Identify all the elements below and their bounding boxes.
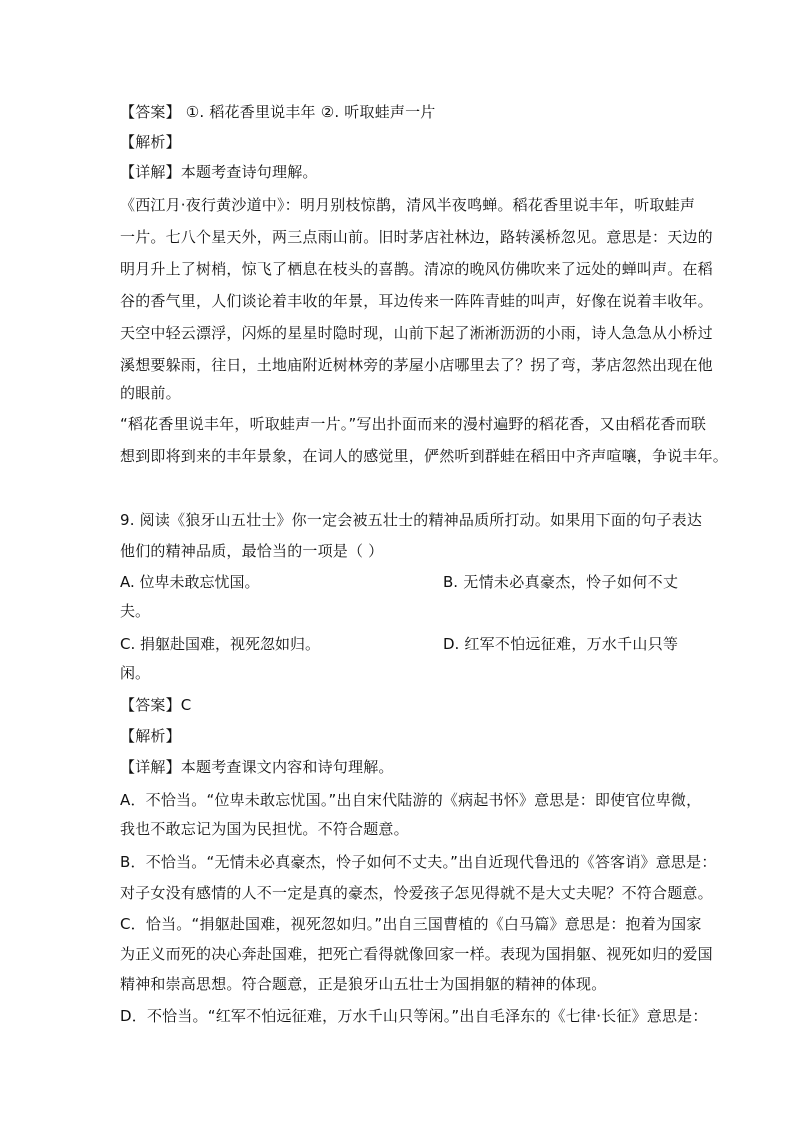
option-a: A. 位卑未敢忘忧国。 bbox=[120, 573, 260, 591]
detail-line: 【详解】本题考查诗句理解。 bbox=[120, 163, 318, 181]
explain-line: B．不恰当。“无情未必真豪杰，怜子如何不丈夫。”出自近现代鲁迅的《答客诮》意思是： bbox=[120, 853, 717, 871]
explain-line: A．不恰当。“位卑未敢忘忧国。”出自宋代陆游的《病起书怀》意思是：即使官位卑微， bbox=[120, 791, 702, 809]
paragraph-line: 的眼前。 bbox=[120, 384, 181, 402]
option-c: C. 捐躯赴国难，视死忽如归。 bbox=[120, 635, 321, 653]
analysis-label: 【解析】 bbox=[120, 727, 181, 745]
explain-line: 对子女没有感情的人不一定是真的豪杰，怜爱孩子怎见得就不是大丈夫呢？不符合题意。 bbox=[120, 884, 713, 902]
analysis-label: 【解析】 bbox=[120, 133, 181, 151]
explain-line: 想到即将到来的丰年景象，在词人的感觉里，俨然听到群蛙在稻田中齐声喧嚷，争说丰年。 bbox=[120, 447, 729, 465]
explain-line: C．恰当。“捐躯赴国难，视死忽如归。”出自三国曹植的《白马篇》意思是：抱着为国家 bbox=[120, 915, 702, 933]
detail-line: 【详解】本题考查课文内容和诗句理解。 bbox=[120, 758, 394, 776]
question-stem: 9. 阅读《狼牙山五壮士》你一定会被五壮士的精神品质所打动。如果用下面的句子表达 bbox=[120, 511, 703, 529]
option-d-continued: 闲。 bbox=[120, 664, 151, 682]
explain-line: “稻花香里说丰年，听取蛙声一片。”写出扑面而来的漫村遍野的稻花香，又由稻花香而联 bbox=[120, 415, 707, 433]
paragraph-line: 天空中轻云漂浮，闪烁的星星时隐时现，山前下起了淅淅沥沥的小雨，诗人急急从小桥过 bbox=[120, 324, 713, 342]
option-d: D. 红军不怕远征难，万水千山只等 bbox=[443, 635, 678, 653]
question-stem: 他们的精神品质，最恰当的一项是（ ） bbox=[120, 542, 384, 560]
explain-line: 精神和崇高思想。符合题意，正是狼牙山五壮士为国捐躯的精神的体现。 bbox=[120, 975, 607, 993]
answer-line: 【答案】C bbox=[120, 696, 192, 714]
option-b-continued: 夫。 bbox=[120, 602, 151, 620]
paragraph-line: 一片。七八个星天外，两三点雨山前。旧时茅店社林边，路转溪桥忽见。意思是：天边的 bbox=[120, 228, 713, 246]
paragraph-line: 明月升上了树梢，惊飞了栖息在枝头的喜鹊。清凉的晚风仿佛吹来了远处的蝉叫声。在稻 bbox=[120, 260, 713, 278]
paragraph-line: 谷的香气里，人们谈论着丰收的年景，耳边传来一阵阵青蛙的叫声，好像在说着丰收年。 bbox=[120, 292, 713, 310]
paragraph-line: 溪想要躲雨，往日，土地庙附近树林旁的茅屋小店哪里去了？拐了弯，茅店忽然出现在他 bbox=[120, 356, 713, 374]
option-b: B. 无情未必真豪杰，怜子如何不丈 bbox=[443, 573, 678, 591]
explain-line: D．不恰当。“红军不怕远征难，万水千山只等闲。”出自毛泽东的《七律·长征》意思是： bbox=[120, 1007, 708, 1025]
explain-line: 我也不敢忘记为国为民担忧。不符合题意。 bbox=[120, 820, 409, 838]
answer-line: 【答案】 ①. 稻花香里说丰年 ②. 听取蛙声一片 bbox=[120, 103, 436, 121]
paragraph-line: 《西江月·夜行黄沙道中》：明月别枝惊鹊，清风半夜鸣蝉。稻花香里说丰年，听取蛙声 bbox=[120, 196, 696, 214]
explain-line: 为正义而死的决心奔赴国难，把死亡看得就像回家一样。表现为国捐躯、视死如归的爱国 bbox=[120, 945, 713, 963]
